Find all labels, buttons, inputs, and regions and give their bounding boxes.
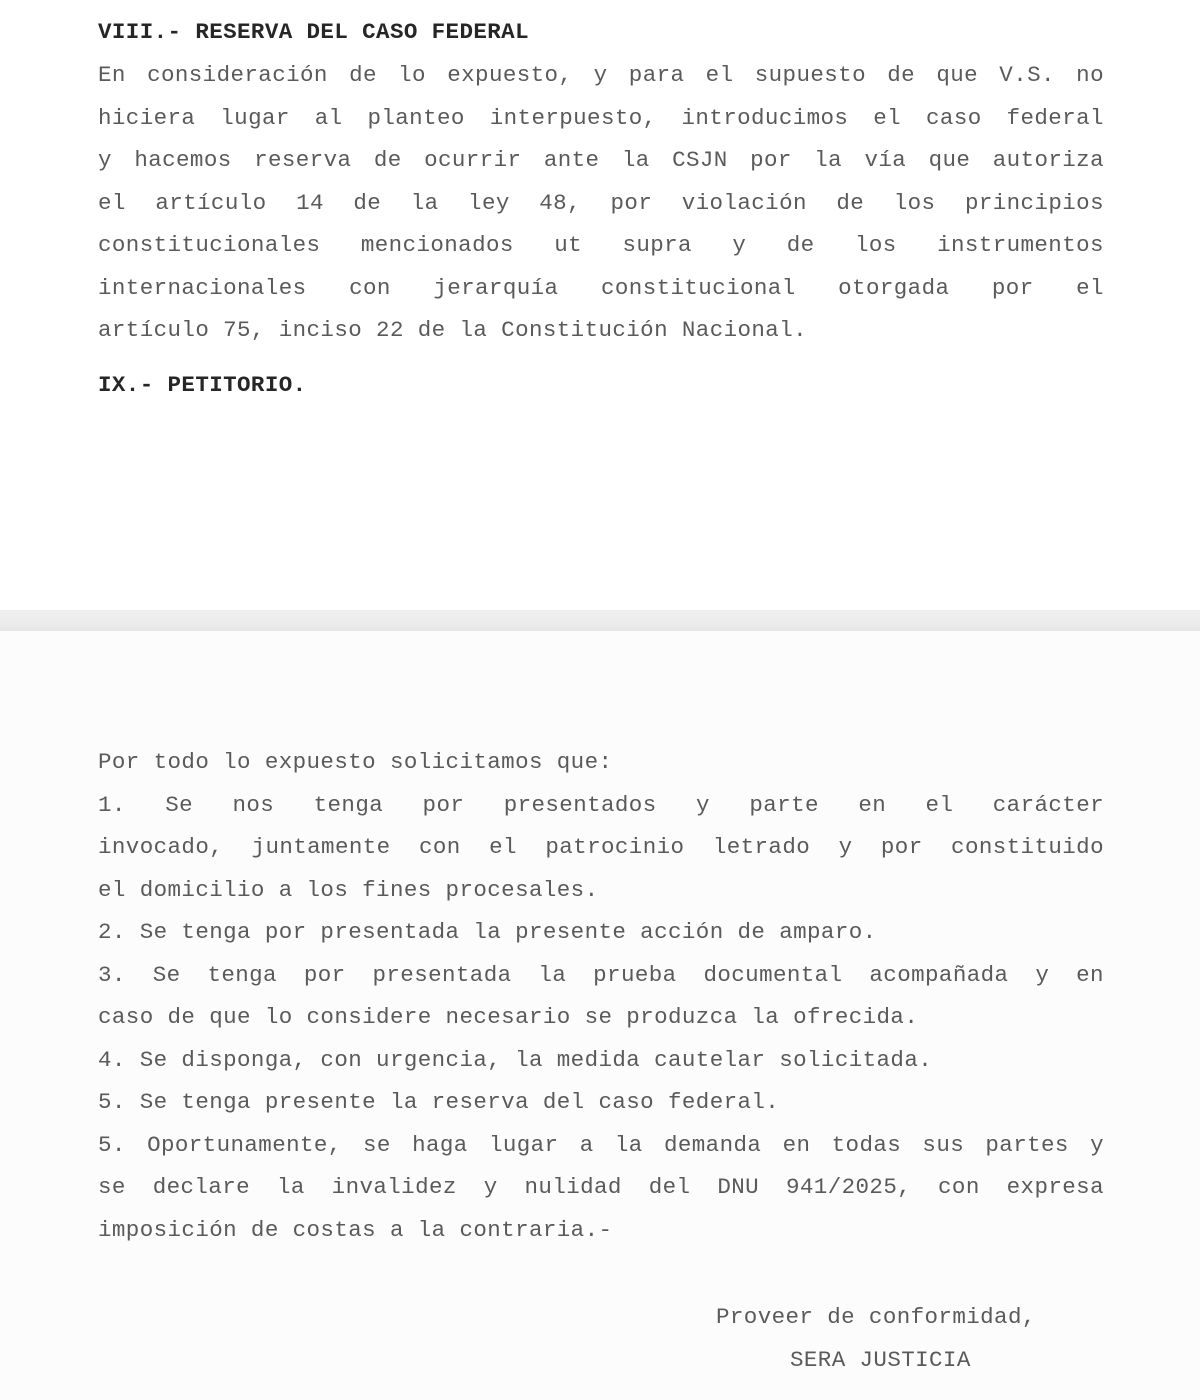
petitorio-line: 2. Se tenga por presentada la presente acción de amparo.: [98, 919, 877, 945]
paragraph-line: hiciera lugar al planteo interpuesto, introducimos el caso federal: [98, 104, 1104, 131]
petitorio-line: imposición de costas a la contraria.-: [98, 1216, 613, 1243]
petitorio-line: caso de que lo considere necesario se produzca la ofrecida.: [98, 1004, 919, 1030]
petitorio-line: 5. Oportunamente, se haga lugar a la demanda en todas sus partes y: [98, 1131, 1104, 1158]
petitorio-line: 5. Se tenga presente la reserva del caso federal.: [98, 1089, 780, 1115]
petitorio-line: se declare la invalidez y nulidad del DNU 941/2025, con expresa: [98, 1174, 1104, 1200]
paragraph-line: y hacemos reserva de ocurrir ante la CSJN por la vía que autoriza: [98, 147, 1104, 173]
petitorio-line: 4. Se disponga, con urgencia, la medida cautelar solicitada.: [98, 1046, 933, 1073]
paragraph-line: el artículo 14 de la ley 48, por violación de los principios: [98, 189, 1104, 216]
section-heading-viii: VIII.- RESERVA DEL CASO FEDERAL: [98, 19, 529, 45]
petitorio-intro: Por todo lo expuesto solicitamos que:: [98, 749, 613, 775]
petitorio-line: 3. Se tenga por presentada la prueba documental acompañada y en: [98, 961, 1104, 988]
petitorio-line: invocado, juntamente con el patrocinio letrado y por constituido: [98, 834, 1104, 860]
page-separator: [0, 610, 1200, 632]
paragraph-line: En consideración de lo expuesto, y para el supuesto de que V.S. no: [98, 62, 1104, 88]
paragraph-line: constitucionales mencionados ut supra y de los instrumentos: [98, 232, 1104, 258]
petitorio-line: 1. Se nos tenga por presentados y parte en el carácter: [98, 791, 1104, 818]
document-page-1: [0, 0, 1200, 610]
signature-closing: Proveer de conformidad,: [716, 1304, 1036, 1330]
paragraph-line: internacionales con jerarquía constitucional otorgada por el: [98, 274, 1104, 301]
section-heading-ix: IX.- PETITORIO.: [98, 372, 307, 398]
paragraph-line: artículo 75, inciso 22 de la Constitución Nacional.: [98, 317, 808, 343]
section-viii-paragraph: [98, 54, 1104, 352]
petitorio-list: [98, 741, 1104, 1251]
petitorio-line: el domicilio a los fines procesales.: [98, 876, 599, 903]
signature-formula: SERA JUSTICIA: [790, 1347, 971, 1373]
document-page-2: [0, 631, 1200, 1400]
